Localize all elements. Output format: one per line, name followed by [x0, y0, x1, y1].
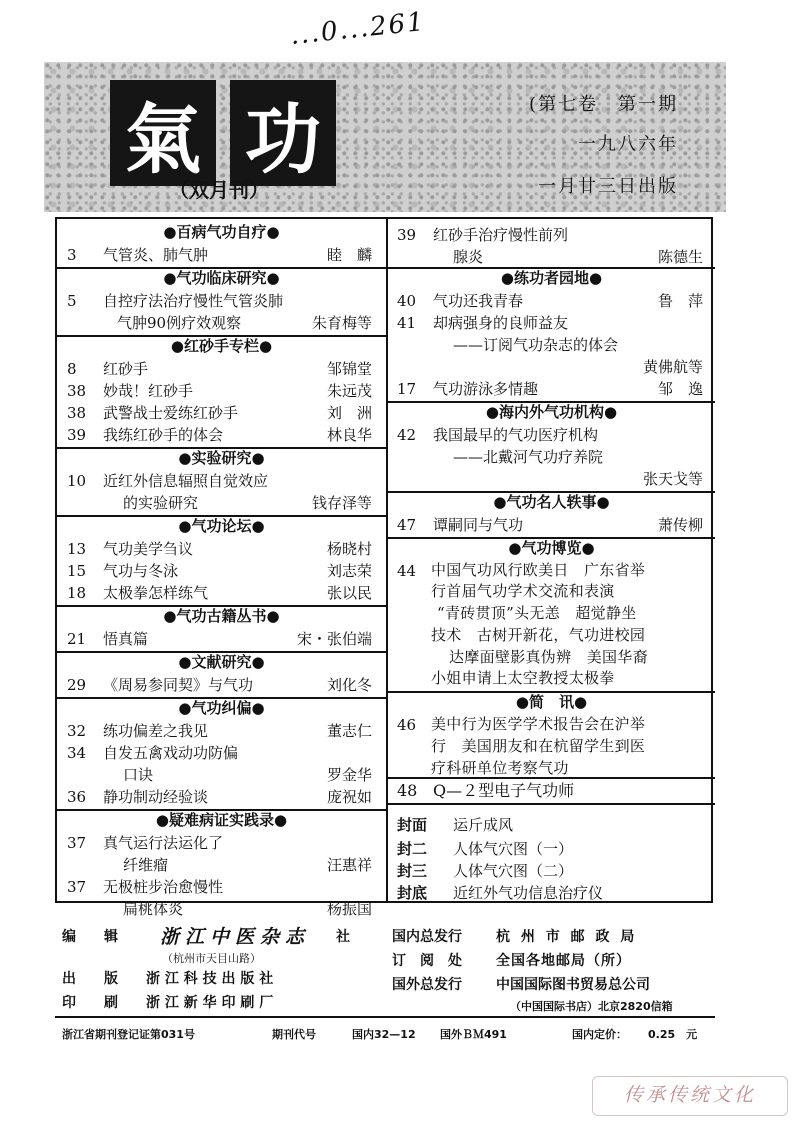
cover-item[interactable]: 封底 近红外气功信息治疗仪 — [397, 884, 604, 902]
section-header: ●气功纠偏● — [178, 699, 265, 717]
registration-number: 浙江省期刊登记证第031号 — [62, 1028, 195, 1041]
news-item-line: 中国气功风行欧美日 广东省举 — [431, 561, 646, 579]
section-rule — [388, 777, 715, 779]
domestic-distributor-label: 国内总发行 — [392, 929, 462, 945]
international-code: 国外ＢＭ491 — [440, 1028, 507, 1041]
section-header: ●气功论坛● — [178, 517, 265, 535]
intl-distributor-note: （中国国际书店）北京2820信箱 — [510, 1000, 673, 1013]
cover-item[interactable]: 封二 人体气穴图（一） — [397, 840, 574, 858]
news-item-line: 小姐申请上太空教授太极拳 — [431, 669, 615, 687]
handwritten-note: ...0...261 — [288, 6, 427, 52]
price-label: 国内定价： — [572, 1028, 627, 1041]
publication-date: 一月廿三日出版 — [538, 176, 678, 197]
section-header: ●气功名人轶事● — [493, 493, 610, 511]
subscription-label: 订 阅 处 — [392, 953, 462, 969]
news-item-line: 疗科研单位考察气功 — [431, 759, 569, 777]
news-item-line: 达摩面壁影真伪辨 美国华裔 — [449, 648, 648, 666]
cover-item[interactable]: 封三 人体气穴图（二） — [397, 862, 574, 880]
editor-suffix: 社 — [336, 929, 350, 945]
masthead-banner — [44, 62, 726, 212]
news-item-line: 行首届气功学术交流和表演 — [431, 582, 615, 600]
section-header: ●练功者园地● — [500, 269, 603, 287]
section-header: ●红砂手专栏● — [170, 337, 273, 355]
printer-label: 印 刷 — [62, 995, 118, 1011]
title-char-gong: 功 — [230, 80, 336, 186]
editor-address: （杭州市天目山路） — [162, 952, 261, 965]
section-rule — [388, 803, 715, 805]
section-header: ●简 讯● — [515, 693, 588, 711]
title-char-qi: 氣 — [110, 80, 216, 186]
subscription-name: 全国各地邮局（所） — [496, 953, 631, 969]
editor-name: 浙江中医杂志 — [160, 926, 311, 948]
news-item-line: “青砖贯顶”头无恙 超觉静坐 — [437, 604, 637, 622]
column-divider — [386, 219, 388, 901]
domestic-code: 国内32—12 — [352, 1028, 416, 1041]
bimonthly-label: （双月刊） — [169, 178, 269, 202]
domestic-distributor-name: 杭 州 市 邮 政 局 — [496, 929, 638, 945]
periodical-code-label: 期刊代号 — [272, 1028, 316, 1041]
publisher-label: 出 版 — [62, 971, 118, 987]
publisher-name: 浙 江 科 技 出 版 社 — [146, 971, 274, 987]
section-header: ●百病气功自疗● — [163, 223, 280, 241]
price-value: 0.25 元 — [648, 1028, 698, 1041]
news-item-line: 行 美国朋友和在杭留学生到医 — [431, 737, 646, 755]
table-of-contents: ●百病气功自疗● 3 气管炎、肺气肿 睦 麟 ●气功临床研究● 5 自控疗法治疗慢性气管炎肺 气肿90例疗效观察 朱育梅等 ●红砂手专栏● 8 红砂手 邹锦堂 38 妙哉！红砂手 朱远茂 38 武警战士爱练红砂手 刘 洲 39 我练红砂手的体会 林良华 ●实验研究● 10 近红外信息辐照自觉效应 的实验研究 钱存泽等 ●气功论坛● 13 气功美学刍议 杨晓村 15 气功与冬泳 刘志荣 18 太极拳怎样练气 张以民 ●气功古籍丛书● 21 悟真篇 宋・张伯端 ●文献研究● 29 《周易参同契》与气功 刘化冬 ●气功纠偏● 32 练功偏差之我见 董志仁 34 自发五禽戏动功防偏 口诀 罗金华 36 静功制动经验谈 庞祝如 ●疑难病证实践录● 37 真气运行法运化了 纤维瘤 汪惠祥 37 无极桩步治愈慢性 扁桃体炎 杨振国 39 红砂手治疗慢性前列 腺炎 陈德生 ●练功者园地● 40 气功还我青春 鲁 萍 41 却病强身的良师益友 ——订阅气功杂志的体会 黄佛航等 17 气功游泳多情趣 邹 逸 ●海内外气功机构● 42 我国最早的气功医疗机构 ——北戴河气功疗养院 张天戈等 ●气功名人轶事● 47 谭嗣同与气功 萧传柳 ●气功博览● 44 中国气功风行欧美日 广东省举 行首届气功学术交流和表演 “青砖贯顶”头无恙 超觉静坐 技术 古树开新花，气功进校园 达摩面壁影真伪辨 美国华裔 小姐申请上太空教授太极拳 ●简 讯● 46 美中行为医学学术报告会在沪举 行 美国朋友和在杭留学生到医 疗科研单位考察气功 48 Q—２型电子气功师 封面 运斤成风 封二 人体气穴图（一） 封三 人体气穴图（二） 封底 近红外气功信息治疗仪 — [55, 217, 713, 903]
news-item-line: 技术 古树开新花，气功进校园 — [431, 626, 646, 644]
cover-item[interactable]: 封面 运斤成风 — [397, 816, 514, 834]
section-header: ●气功古籍丛书● — [163, 607, 280, 625]
publication-year: 一九八六年 — [578, 134, 678, 155]
section-header: ●文献研究● — [178, 653, 265, 671]
section-header: ●气功临床研究● — [163, 269, 280, 287]
section-header: ●海内外气功机构● — [485, 403, 618, 421]
printer-name: 浙 江 新 华 印 刷 厂 — [146, 995, 274, 1011]
intl-distributor-name: 中国国际图书贸易总公司 — [496, 977, 650, 993]
editor-label: 编 辑 — [62, 929, 118, 945]
watermark-stamp: 传承传统文化 — [592, 1076, 788, 1116]
section-header: ●气功博览● — [508, 539, 595, 557]
footer-rule — [55, 1016, 715, 1018]
volume-issue: (第七卷 第一期 — [528, 94, 678, 115]
section-header: ●实验研究● — [178, 449, 265, 467]
intl-distributor-label: 国外总发行 — [392, 977, 462, 993]
news-item-line: 美中行为医学学术报告会在沪举 — [431, 715, 646, 733]
section-header: ●疑难病证实践录● — [155, 811, 288, 829]
